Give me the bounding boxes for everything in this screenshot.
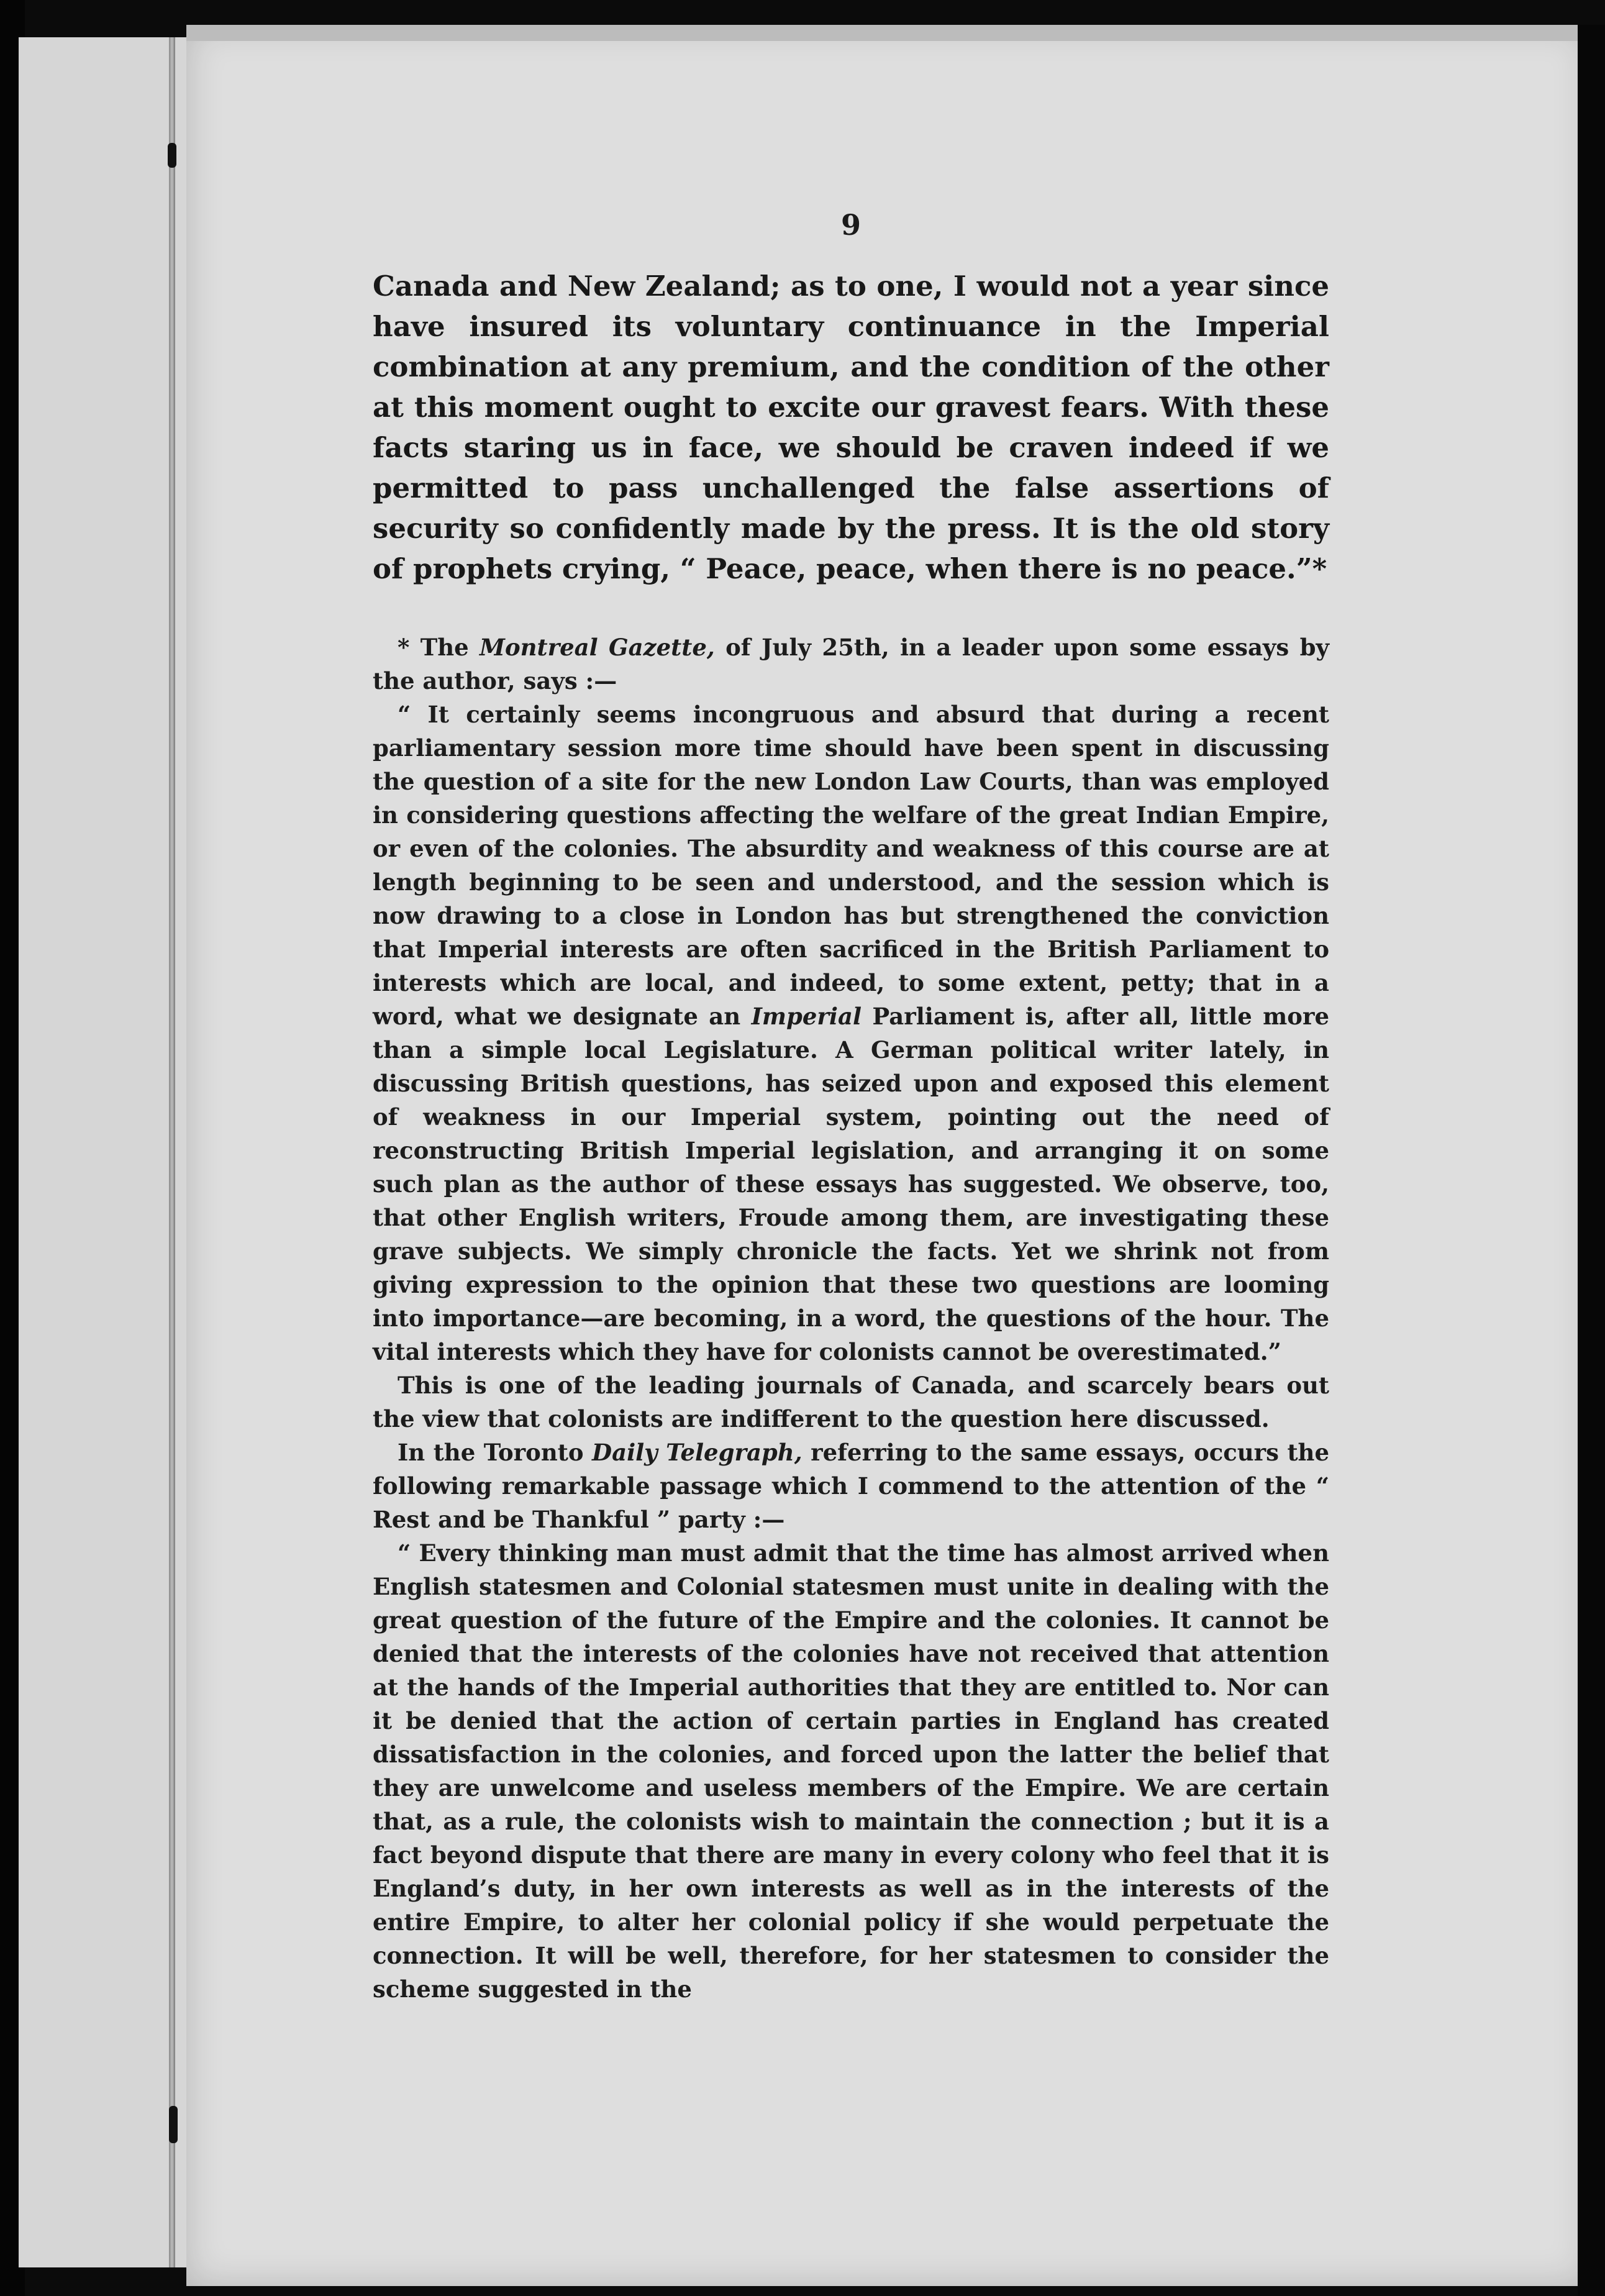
binding-mark <box>168 143 176 168</box>
page-number: 9 <box>840 208 861 242</box>
toronto-intro-prefix: In the Toronto <box>398 1439 593 1466</box>
newspaper-title: Montreal Gazette, <box>480 634 715 661</box>
footnote-intro-suffix: of July 25th, in a leader upon some essays by the author, says :— <box>373 634 1329 695</box>
page-top-edge <box>186 25 1590 41</box>
telegraph-quote: “ Every thinking man must admit that the time has almost arrived when English statesmen and Colonial statesmen must unite in dealing with the great question of the future of the Empire and the colonies. It cannot be denied that the interests of the colonies have not received that attention at the hands of the Imperial authorities that they are entitled to. Nor can it be denied that the action of certain parties in England has created dissatisfaction in the colonies, and forced upon the latter the belief that they are unwelcome and useless members of the Empire. We are certain that, as a rule, the colonists wish to maintain the connection ; but it is a fact beyond dispute that there are many in every colony who feel that it is England’s duty, in her own interests as well as in the interests of the entire Empire, to alter her colonial policy if she would perpetuate the connection. It will be well, therefore, for her statesmen to consider the scheme suggested in the <box>373 1539 1329 2003</box>
toronto-intro-suffix: referring to the same essays, occurs the following remarkable passage which I commend to the attention of the “ Rest and be Thankful ” party :— <box>373 1439 1329 1533</box>
footnote <box>373 631 1329 2006</box>
facing-page-edge <box>19 37 186 2267</box>
toronto-intro <box>373 1436 1329 1536</box>
gazette-quote-part-2: Parliament is, after all, little more than a simple local Legislature. A German political writer lately, in discussing British questions, has seized upon and exposed this element of weakness in our Imperial system, pointing out the need of reconstructing British Imperial legislation, and arranging it on some such plan as the author of these essays has suggested. We observe, too, that other English writers, Froude among them, are investigating these grave subjects. We simply chronicle the facts. Yet we shrink not from giving expression to the opinion that these two questions are looming into importance—are becoming, in a word, the questions of the hour. The vital interests which they have for colonists cannot be overestimated.” <box>373 1003 1329 1365</box>
footnote-intro-prefix: * The <box>398 634 480 661</box>
binding-fold <box>169 37 175 2267</box>
gazette-quote <box>373 698 1329 1369</box>
gazette-quote-italic: Imperial <box>751 1003 862 1030</box>
scan-right-border <box>1578 25 1605 2296</box>
main-paragraph: Canada and New Zealand; as to one, I would not a year since have insured its voluntary continuance in the Imperial combination at any premium, and the condition of the other at this moment ought to excite our gravest fears. With these facts staring us in face, we should be craven indeed if we permitted to pass unchallenged the false assertions of security so confidently made by the press. It is the old story of prophets crying, “ Peace, peace, when there is no peace.”* <box>373 270 1329 585</box>
newspaper-title: Daily Telegraph, <box>592 1439 802 1466</box>
footnote-comment: This is one of the leading journals of Canada, and scarcely bears out the view that colonists are indifferent to the question here discussed. <box>373 1372 1329 1433</box>
gazette-quote-part-1: “ It certainly seems incongruous and absurd that during a recent parliamentary session more time should have been spent in discussing the question of a site for the new London Law Courts, than was employed in considering questions affecting the welfare of the great Indian Empire, or even of the colonies. The absurdity and weakness of this course are at length beginning to be seen and understood, and the session which is now drawing to a close in London has but strengthened the conviction that Imperial interests are often sacrificed in the British Parliament to interests which are local, and indeed, to some extent, petty; that in a word, what we designate an <box>373 701 1329 1030</box>
binding-mark <box>169 2106 178 2143</box>
footnote-intro <box>373 631 1329 698</box>
